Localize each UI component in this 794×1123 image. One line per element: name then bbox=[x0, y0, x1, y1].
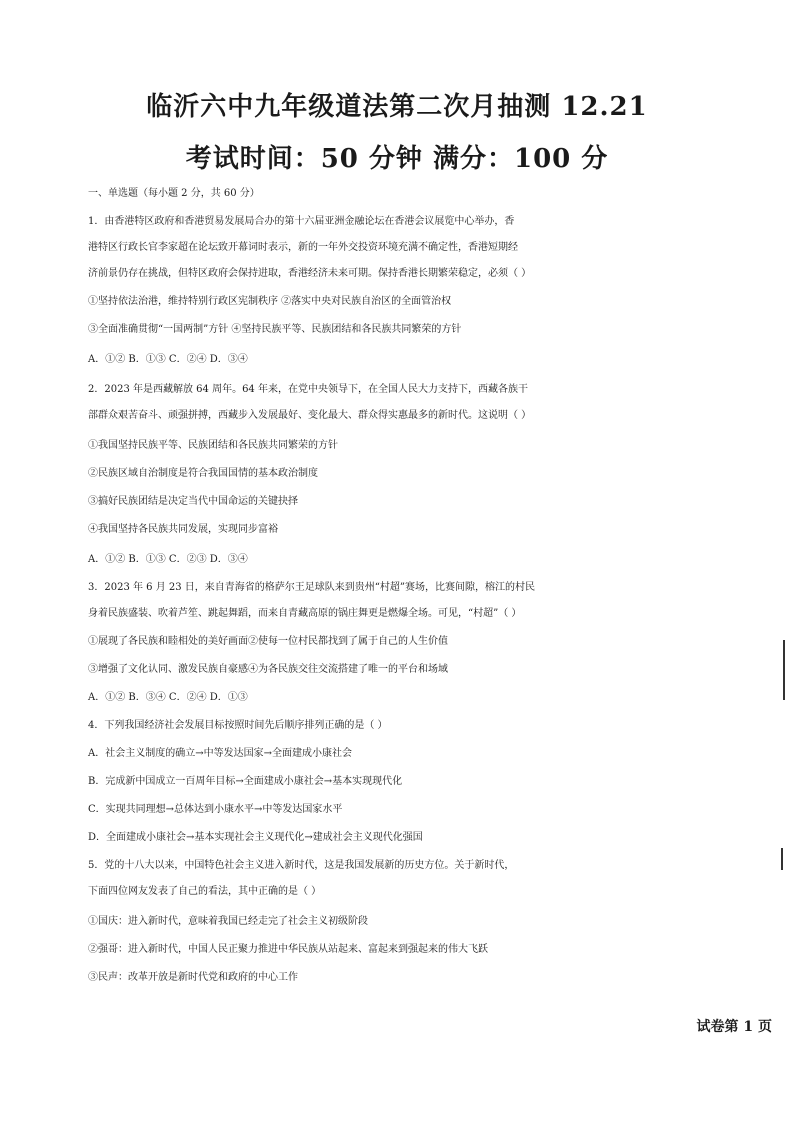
option-line: C．实现共同理想→总体达到小康水平→中等发达国家水平 bbox=[88, 804, 343, 815]
option-line: ①国庆：进入新时代，意味着我国已经走完了社会主义初级阶段 bbox=[88, 916, 368, 927]
exam-title: 临沂六中九年级道法第二次月抽测 12.21 bbox=[146, 92, 648, 122]
text-line: 4．下列我国经济社会发展目标按照时间先后顺序排列正确的是（ ） bbox=[88, 720, 388, 731]
text-line: 济前景仍存在挑战，但特区政府会保持进取，香港经济未来可期。保持香港长期繁荣稳定，必须（ ） bbox=[88, 268, 532, 279]
text-line: 3．2023 年 6 月 23 日，来自青海省的格萨尔王足球队来到贵州“村超”赛场，比赛间隙，榕江的村民 bbox=[88, 582, 536, 593]
option-line: ③增强了文化认同、激发民族自豪感④为各民族交往交流搭建了唯一的平台和场域 bbox=[88, 664, 448, 675]
option-line: B．完成新中国成立一百周年目标→全面建成小康社会→基本实现现代化 bbox=[88, 776, 403, 787]
scan-edge-mark bbox=[781, 848, 783, 870]
text-line: 身着民族盛装、吹着芦笙、跳起舞蹈，而来自青藏高原的锅庄舞更是燃爆全场。可见，“村超”（ ） bbox=[88, 608, 522, 619]
text-line: 港特区行政长官李家超在论坛致开幕词时表示，新的一年外交投资环境充满不确定性，香港短期经 bbox=[88, 242, 518, 253]
text-line: 2．2023 年是西藏解放 64 周年。64 年来，在党中央领导下，在全国人民大力支持下，西藏各族干 bbox=[88, 384, 528, 395]
text-line: 部群众艰苦奋斗、顽强拼搏，西藏步入发展最好、变化最大、群众得实惠最多的新时代。这说明（ ） bbox=[88, 410, 532, 421]
text-line: 5．党的十八大以来，中国特色社会主义进入新时代，这是我国发展新的历史方位。关于新时代， bbox=[88, 860, 515, 871]
option-line: ③搞好民族团结是决定当代中国命运的关键抉择 bbox=[88, 496, 298, 507]
text-line: 1．由香港特区政府和香港贸易发展局合办的第十六届亚洲金融论坛在香港会议展览中心举办，香 bbox=[88, 216, 515, 227]
option-line: ①展现了各民族和睦相处的美好画面②使每一位村民都找到了属于自己的人生价值 bbox=[88, 636, 448, 647]
option-line: ③民声：改革开放是新时代党和政府的中心工作 bbox=[88, 972, 298, 983]
option-line: ③全面准确贯彻“一国两制”方针 ④坚持民族平等、民族团结和各民族共同繁荣的方针 bbox=[88, 324, 462, 335]
option-line: D．全面建成小康社会→基本实现社会主义现代化→建成社会主义现代化强国 bbox=[88, 832, 423, 843]
scan-edge-mark bbox=[783, 640, 785, 700]
page-footer: 试卷第 1 页 bbox=[696, 1019, 772, 1035]
exam-subtitle: 考试时间：50 分钟 满分：100 分 bbox=[185, 144, 609, 174]
answer-choices: A．①② B．③④ C．②④ D．①③ bbox=[88, 692, 248, 703]
option-line: A．社会主义制度的确立→中等发达国家→全面建成小康社会 bbox=[88, 748, 352, 759]
answer-choices: A．①② B．①③ C．②③ D．③④ bbox=[88, 554, 248, 565]
section-heading: 一、单选题（每小题 2 分，共 60 分） bbox=[88, 188, 260, 199]
answer-choices: A．①② B．①③ C．②④ D．③④ bbox=[88, 354, 248, 365]
option-line: ④我国坚持各民族共同发展，实现同步富裕 bbox=[88, 524, 278, 535]
text-line: 下面四位网友发表了自己的看法，其中正确的是（ ） bbox=[88, 886, 322, 897]
option-line: ②民族区域自治制度是符合我国国情的基本政治制度 bbox=[88, 468, 318, 479]
option-line: ②强哥：进入新时代，中国人民正聚力推进中华民族从站起来、富起来到强起来的伟大飞跃 bbox=[88, 944, 488, 955]
option-line: ①我国坚持民族平等、民族团结和各民族共同繁荣的方针 bbox=[88, 440, 338, 451]
option-line: ①坚持依法治港，维持特别行政区宪制秩序 ②落实中央对民族自治区的全面管治权 bbox=[88, 296, 452, 307]
